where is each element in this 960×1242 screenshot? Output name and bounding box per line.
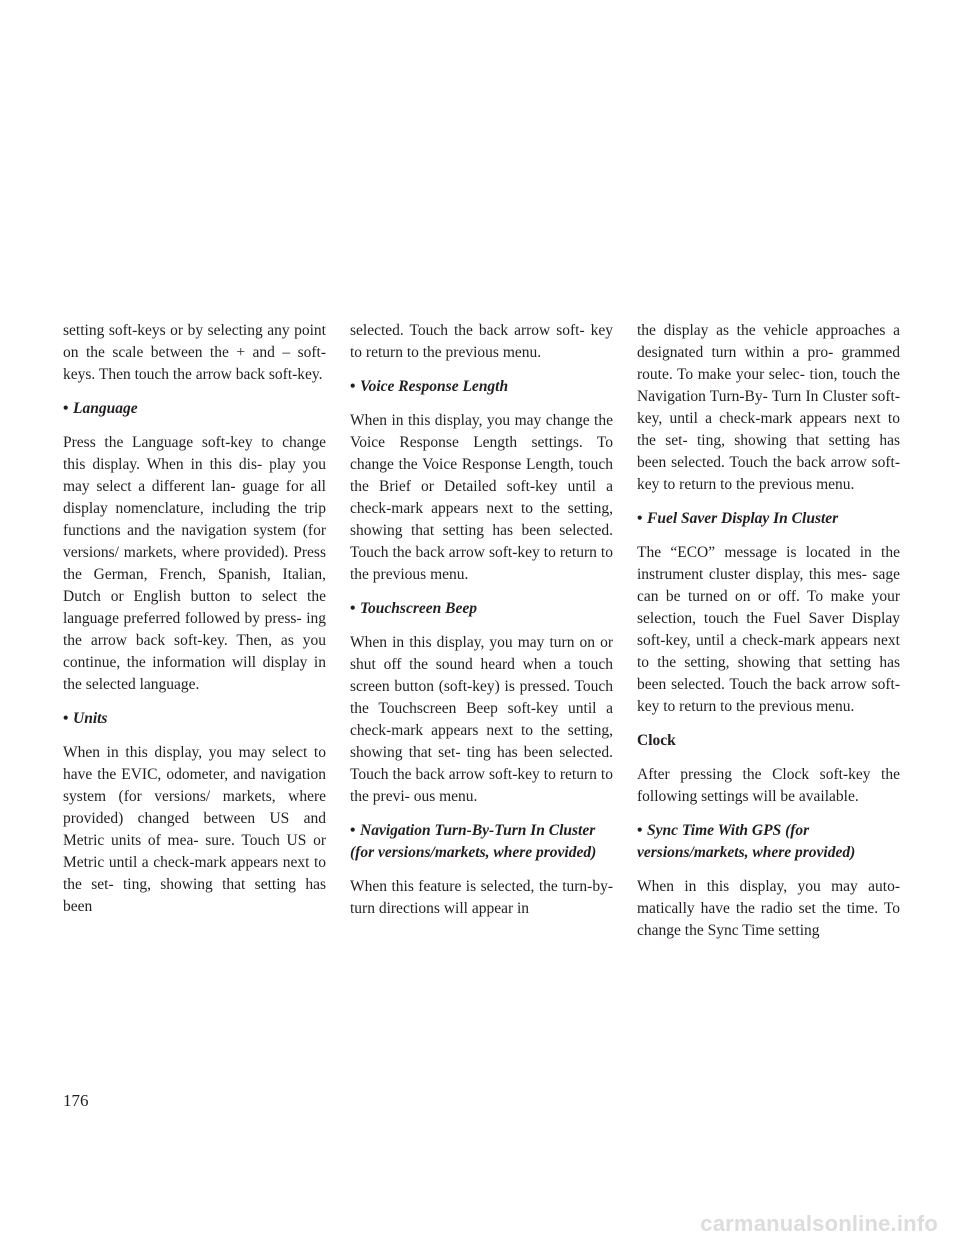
bullet-label: Language: [73, 400, 138, 417]
bullet-icon: •: [637, 510, 643, 527]
paragraph: When in this display, you may select to have the EVIC, odometer, and navigation system (for versions/ markets, where provided) changed between US and Metric units of mea- sure. Touch US or Metric until a check-mark appears next to the set- ting, showing that setting has been: [63, 744, 326, 915]
paragraph: setting soft-keys or by selecting any point on the scale between the + and – soft-keys. Then touch the arrow back soft-key.: [63, 322, 326, 383]
text-column-1: [63, 320, 326, 930]
bullet-heading-voice-response-length: [350, 376, 613, 398]
paragraph: When this feature is selected, the turn-by-turn directions will appear in: [350, 878, 613, 917]
bullet-label: Units: [73, 710, 108, 727]
text-column-3: [637, 320, 900, 954]
bullet-label: Navigation Turn-By-Turn In Cluster (for versions/markets, where provided): [350, 822, 597, 861]
paragraph: Press the Language soft-key to change this display. When in this dis- play you may select a different lan- guage for all display nomenclature, including the trip functions and the navigation system (for versions/ markets, where provided). Press the German, French, Spanish, Italian, Dutch or English button to select the language preferred followed by press- ing the arrow back soft-key. Then, as you continue, the information will display in the selected language.: [63, 434, 326, 693]
page-number: 176: [63, 1091, 89, 1110]
watermark: carmanualsonline.info: [700, 1211, 938, 1236]
bullet-icon: •: [63, 710, 69, 727]
bullet-heading-touchscreen-beep: [350, 598, 613, 620]
paragraph: When in this display, you may auto- matically have the radio set the time. To change the Sync Time setting: [637, 878, 900, 939]
bullet-label: Fuel Saver Display In Cluster: [647, 510, 839, 527]
bullet-label: Touchscreen Beep: [360, 600, 477, 617]
bullet-heading-fuel-saver-display: [637, 508, 900, 530]
paragraph: When in this display, you may change the Voice Response Length settings. To change the Voice Response Length, touch the Brief or Detailed soft-key until a check-mark appears next to the setting, showing that setting has been selected. Touch the back arrow soft-key to return to the previous menu.: [350, 412, 613, 583]
bullet-heading-units: [63, 708, 326, 730]
text-column-2: [350, 320, 613, 932]
bullet-icon: •: [350, 378, 356, 395]
paragraph: When in this display, you may turn on or shut off the sound heard when a touch screen button (soft-key) is pressed. Touch the Touchscreen Beep soft-key until a check-mark appears next to the setting, showing that set- ting has been selected. Touch the back arrow soft-key to return to the previ- ous menu.: [350, 634, 613, 805]
section-heading-clock: Clock: [637, 732, 676, 749]
bullet-heading-sync-time-gps: [637, 820, 900, 864]
paragraph: After pressing the Clock soft-key the following settings will be available.: [637, 766, 900, 805]
paragraph: The “ECO” message is located in the instrument cluster display, this mes- sage can be turned on or off. To make your selection, touch the Fuel Saver Display soft-key, until a check-mark appears next to the setting, showing that setting has been selected. Touch the back arrow soft-key to return to the previous menu.: [637, 544, 900, 715]
bullet-heading-language: [63, 398, 326, 420]
bullet-icon: •: [350, 600, 356, 617]
bullet-heading-navigation-turn-by-turn: [350, 820, 613, 864]
bullet-icon: •: [350, 822, 356, 839]
bullet-label: Sync Time With GPS (for versions/markets, where provided): [637, 822, 856, 861]
paragraph: the display as the vehicle approaches a designated turn within a pro- grammed route. To make your selec- tion, touch the Navigation Turn-By- Turn In Cluster soft-key, until a check-mark appears next to the set- ting, showing that setting has been selected. Touch the back arrow soft- key to return to the previous menu.: [637, 322, 900, 493]
bullet-icon: •: [637, 822, 643, 839]
paragraph: selected. Touch the back arrow soft- key to return to the previous menu.: [350, 322, 613, 361]
bullet-icon: •: [63, 400, 69, 417]
bullet-label: Voice Response Length: [360, 378, 509, 395]
